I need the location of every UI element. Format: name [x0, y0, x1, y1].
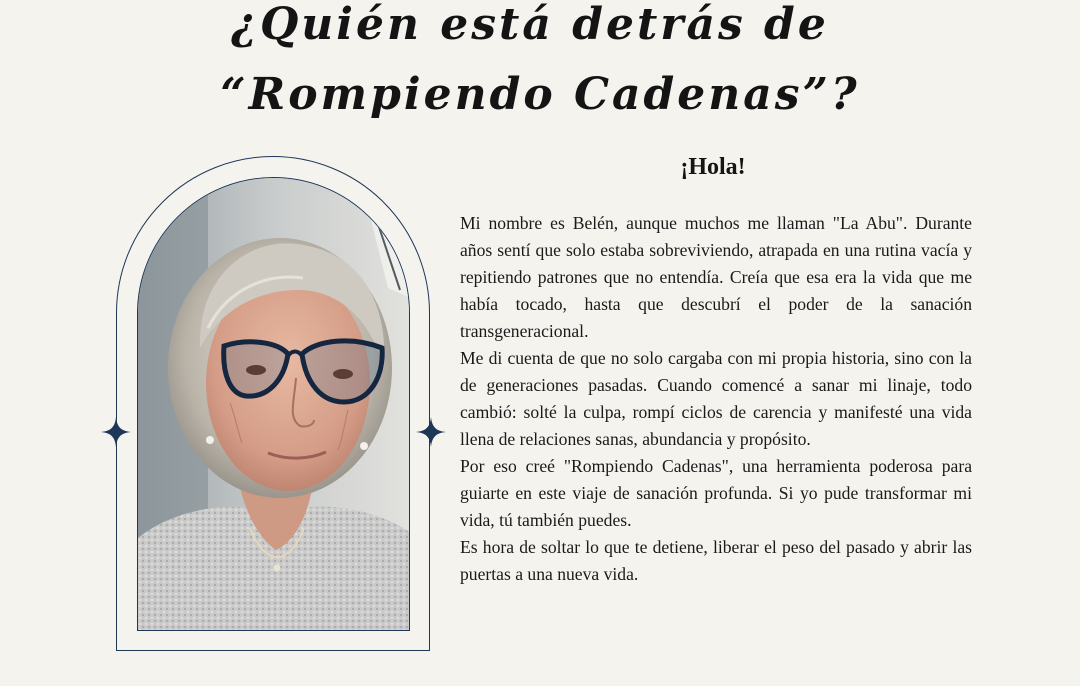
bio-paragraph: Me di cuenta de que no solo cargaba con mi propia historia, sino con la de generaciones pasadas. Cuando comencé a sanar mi linaje, todo cambió: solté la culpa, rompí ciclos de carencia y manifesté una vida llena de relaciones sanas, abundancia y propósito. [460, 348, 972, 449]
greeting-heading: ¡Hola! [680, 154, 746, 180]
page-title-line-2: “Rompiendo Cadenas”? [220, 69, 860, 120]
bio-paragraph: Mi nombre es Belén, aunque muchos me llaman "La Abu". Durante años sentí que solo estaba sobreviviendo, atrapada en una rutina vacía y repitiendo patrones que no entendía. Creía que esa era la vida que me había tocado, hasta que descubrí el poder de la sanación transgeneracional. [460, 213, 972, 341]
page-title-line-1: ¿Quién está detrás de [231, 0, 829, 50]
sparkle-icon [101, 417, 131, 447]
portrait-frame [100, 153, 448, 655]
bio-paragraph: Es hora de soltar lo que te detiene, liberar el peso del pasado y abrir las puertas a una nueva vida. [460, 537, 972, 584]
bio-paragraph: Por eso creé "Rompiendo Cadenas", una herramienta poderosa para guiarte en este viaje de sanación profunda. Si yo pude transformar mi vida, tú también puedes. [460, 456, 972, 530]
portrait-photo [137, 177, 410, 631]
bio-text [460, 210, 972, 588]
sparkle-icon [416, 417, 446, 447]
